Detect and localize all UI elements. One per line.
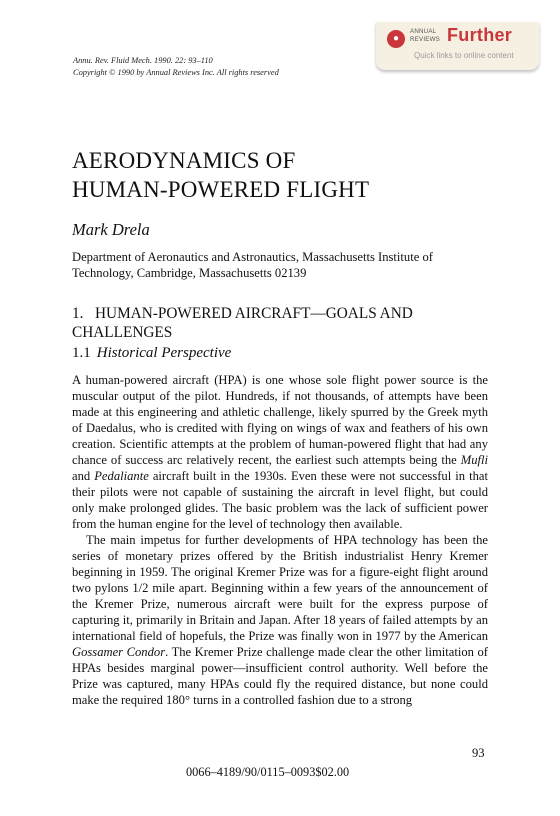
aircraft-name: Pedaliante	[94, 469, 149, 483]
journal-citation	[73, 55, 279, 79]
subsection-title: Historical Perspective	[96, 345, 232, 361]
paragraph: The main impetus for further developments of HPA technology has been the series of monetary prizes offered by the British industrialist Henry Kremer beginning in 1959. The original Kremer Prize was for a figure-eight flight around two pylons 1/2 mile apart. Beginning within a few years of the announcement of the Kremer Prize, numerous aircraft were built for the express purpose of capturing it, primarily in Britain and Japan. After 18 years of failed attempts by an international field of hopefuls, the Prize was finally won in 1977 by the American Gossamer Condor. The Kremer Prize challenge made clear the other limitation of HPAs besides marginal power—insufficient control authority. Well before the Prize was captured, many HPAs could fly the required distance, but none could make the required 180° turns in a controlled fashion due to a strong	[72, 533, 488, 707]
aircraft-name: Gossamer Condor	[72, 645, 166, 659]
subsection-number: 1.1	[72, 345, 91, 361]
issn-code: 0066–4189/90/0115–0093$02.00	[186, 765, 350, 779]
author-name: Mark Drela	[72, 220, 150, 239]
article-title-line: HUMAN-POWERED FLIGHT	[72, 177, 370, 202]
article-title	[72, 146, 369, 204]
annual-reviews-logo-icon: ●	[387, 30, 405, 48]
further-links-badge[interactable]	[376, 22, 539, 70]
page-number: 93	[472, 746, 485, 760]
aircraft-name: Mufli	[460, 453, 488, 467]
article-title-line: AERODYNAMICS OF	[72, 148, 296, 173]
paragraph: A human-powered aircraft (HPA) is one whose sole flight power source is the muscular output of the pilot. Hundreds, if not thousands, of attempts have been made at this engineering and athletic challenge, likely spurred by the Greek myth of Daedalus, who is credited with flying on wings of wax and feathers of his own creation. Scientific attempts at the problem of human-powered flight that had any chance of success arc relatively recent, the earliest such attempts being the Mufli and Pedaliante aircraft built in the 1930s. Even these were not successful in that their pilots were not capable of sustaining the aircraft in level flight, but could only make prolonged glides. The basic problem was the lack of sufficient power from the human engine for the level of technology then available.	[72, 373, 488, 531]
section-number: 1.	[72, 305, 84, 322]
author-affiliation: Department of Aeronautics and Astronautics, Massachusetts Institute of Technology, Cambridge, Massachusetts 02139	[72, 250, 433, 280]
journal-citation-line: Annu. Rev. Fluid Mech. 1990. 22: 93–110	[73, 56, 213, 65]
body-text	[72, 372, 488, 708]
further-subtitle: Quick links to online content	[414, 51, 514, 60]
section-heading	[72, 304, 488, 342]
section-title: HUMAN-POWERED AIRCRAFT—GOALS AND CHALLENGES	[72, 305, 413, 341]
copyright-line: Copyright © 1990 by Annual Reviews Inc. All rights reserved	[73, 68, 279, 77]
annual-reviews-wordmark: ANNUAL REVIEWS	[410, 28, 440, 43]
subsection-heading	[72, 345, 231, 362]
further-wordmark: Further	[447, 25, 513, 45]
